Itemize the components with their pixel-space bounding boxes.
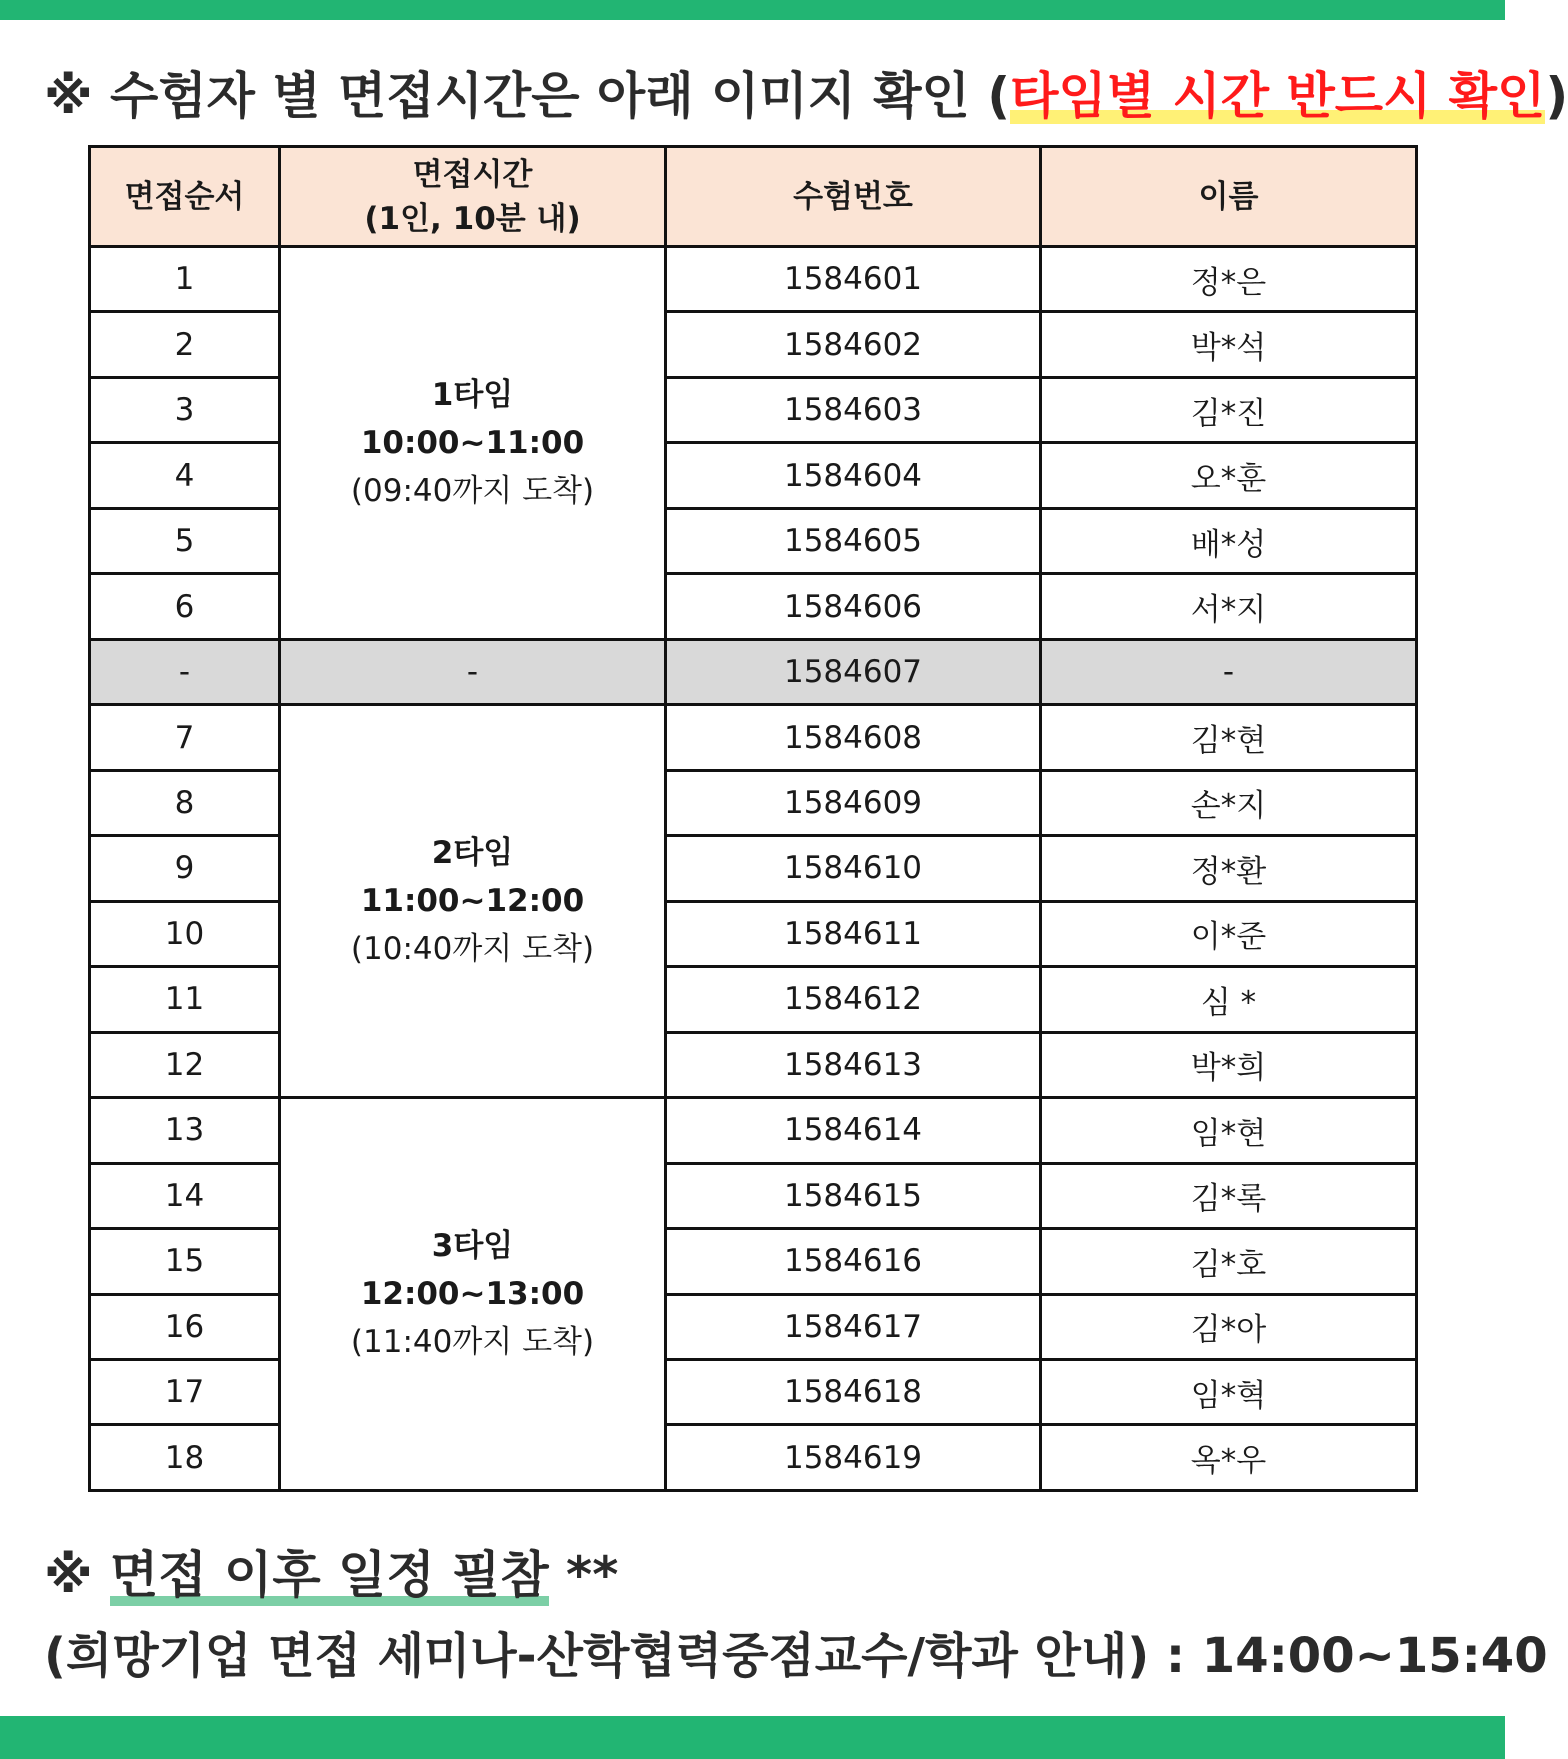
cell-exam-number: 1584611	[666, 901, 1041, 966]
heading-suffix: )	[1545, 67, 1568, 125]
header-order: 면접순서	[90, 147, 280, 247]
cell-exam-number: 1584604	[666, 443, 1041, 508]
cell-name: 김*호	[1041, 1229, 1417, 1294]
bottom-green-bar	[0, 1716, 1505, 1759]
slot-name: 1타임	[431, 376, 514, 413]
cell-name: 정*환	[1041, 836, 1417, 901]
cell-name: 옥*우	[1041, 1425, 1417, 1491]
cell-name: 정*은	[1041, 247, 1417, 312]
cell-name: 손*지	[1041, 770, 1417, 835]
cell-name: 김*록	[1041, 1163, 1417, 1228]
slot-arrival: (09:40까지 도착)	[350, 472, 595, 509]
cell-order: 9	[90, 836, 280, 901]
cell-exam-number: 1584607	[666, 639, 1041, 704]
header-name: 이름	[1041, 147, 1417, 247]
cell-name: 김*아	[1041, 1294, 1417, 1359]
cell-order: 12	[90, 1032, 280, 1097]
cell-exam-number: 1584616	[666, 1229, 1041, 1294]
slot-time: 12:00~13:00	[360, 1276, 585, 1313]
cell-order: 3	[90, 377, 280, 442]
cell-exam-number: 1584603	[666, 377, 1041, 442]
cell-order: 10	[90, 901, 280, 966]
heading-prefix: ※ 수험자 별 면접시간은 아래 이미지 확인 (	[44, 67, 1011, 125]
seminar-schedule-notice: (희망기업 면접 세미나-산학협력중점교수/학과 안내) : 14:00~15:40	[44, 1628, 1548, 1684]
cell-exam-number: 1584615	[666, 1163, 1041, 1228]
cell-exam-number: 1584608	[666, 705, 1041, 770]
cell-time: -	[280, 639, 666, 704]
header-time-line1: 면접시간	[412, 156, 533, 193]
cell-exam-number: 1584613	[666, 1032, 1041, 1097]
cell-name: 김*진	[1041, 377, 1417, 442]
cell-name: 오*훈	[1041, 443, 1417, 508]
header-time-line2: (1인, 10분 내)	[364, 200, 581, 237]
notice-prefix: ※	[44, 1546, 111, 1604]
cell-order: -	[90, 639, 280, 704]
cell-exam-number: 1584606	[666, 574, 1041, 639]
slot-time: 11:00~12:00	[360, 883, 585, 920]
cell-exam-number: 1584612	[666, 967, 1041, 1032]
cell-name: -	[1041, 639, 1417, 704]
cell-order: 17	[90, 1359, 280, 1424]
notice-underlined: 면접 이후 일정 필참	[110, 1540, 549, 1610]
cell-order: 1	[90, 247, 280, 312]
cell-name: 김*현	[1041, 705, 1417, 770]
table-row	[90, 1098, 1417, 1163]
cell-order: 6	[90, 574, 280, 639]
cell-exam-number: 1584619	[666, 1425, 1041, 1491]
cell-order: 16	[90, 1294, 280, 1359]
cell-order: 13	[90, 1098, 280, 1163]
heading-highlight: 타임별 시간 반드시 확인	[1010, 58, 1545, 134]
cell-order: 8	[90, 770, 280, 835]
cell-name: 배*성	[1041, 508, 1417, 573]
top-green-bar	[0, 0, 1505, 20]
cell-exam-number: 1584609	[666, 770, 1041, 835]
cell-name: 박*석	[1041, 312, 1417, 377]
followup-notice	[44, 1540, 618, 1610]
cell-name: 서*지	[1041, 574, 1417, 639]
cell-exam-number: 1584614	[666, 1098, 1041, 1163]
slot-name: 2타임	[431, 835, 514, 872]
cell-exam-number: 1584610	[666, 836, 1041, 901]
header-exam-number: 수험번호	[666, 147, 1041, 247]
cell-exam-number: 1584602	[666, 312, 1041, 377]
cell-order: 14	[90, 1163, 280, 1228]
cell-order: 18	[90, 1425, 280, 1491]
slot-time: 10:00~11:00	[360, 424, 585, 461]
table-row	[90, 247, 1417, 312]
cell-order: 15	[90, 1229, 280, 1294]
cell-exam-number: 1584618	[666, 1359, 1041, 1424]
cell-name: 임*혁	[1041, 1359, 1417, 1424]
page-heading	[44, 58, 1568, 134]
slot-arrival: (10:40까지 도착)	[350, 931, 595, 968]
cell-order: 7	[90, 705, 280, 770]
header-time	[280, 147, 666, 247]
table-header-row	[90, 147, 1417, 247]
cell-order: 5	[90, 508, 280, 573]
cell-name: 심 *	[1041, 967, 1417, 1032]
cell-exam-number: 1584605	[666, 508, 1041, 573]
cell-exam-number: 1584601	[666, 247, 1041, 312]
cell-order: 11	[90, 967, 280, 1032]
notice-suffix: **	[548, 1546, 619, 1604]
cell-name: 이*준	[1041, 901, 1417, 966]
table-row-skipped	[90, 639, 1417, 704]
table-row	[90, 705, 1417, 770]
slot-arrival: (11:40까지 도착)	[350, 1324, 595, 1361]
slot-1-cell	[280, 247, 666, 640]
slot-name: 3타임	[431, 1228, 514, 1265]
cell-name: 박*희	[1041, 1032, 1417, 1097]
slot-3-cell	[280, 1098, 666, 1491]
cell-order: 2	[90, 312, 280, 377]
interview-schedule-table	[88, 145, 1418, 1492]
slot-2-cell	[280, 705, 666, 1098]
cell-exam-number: 1584617	[666, 1294, 1041, 1359]
cell-name: 임*현	[1041, 1098, 1417, 1163]
cell-order: 4	[90, 443, 280, 508]
